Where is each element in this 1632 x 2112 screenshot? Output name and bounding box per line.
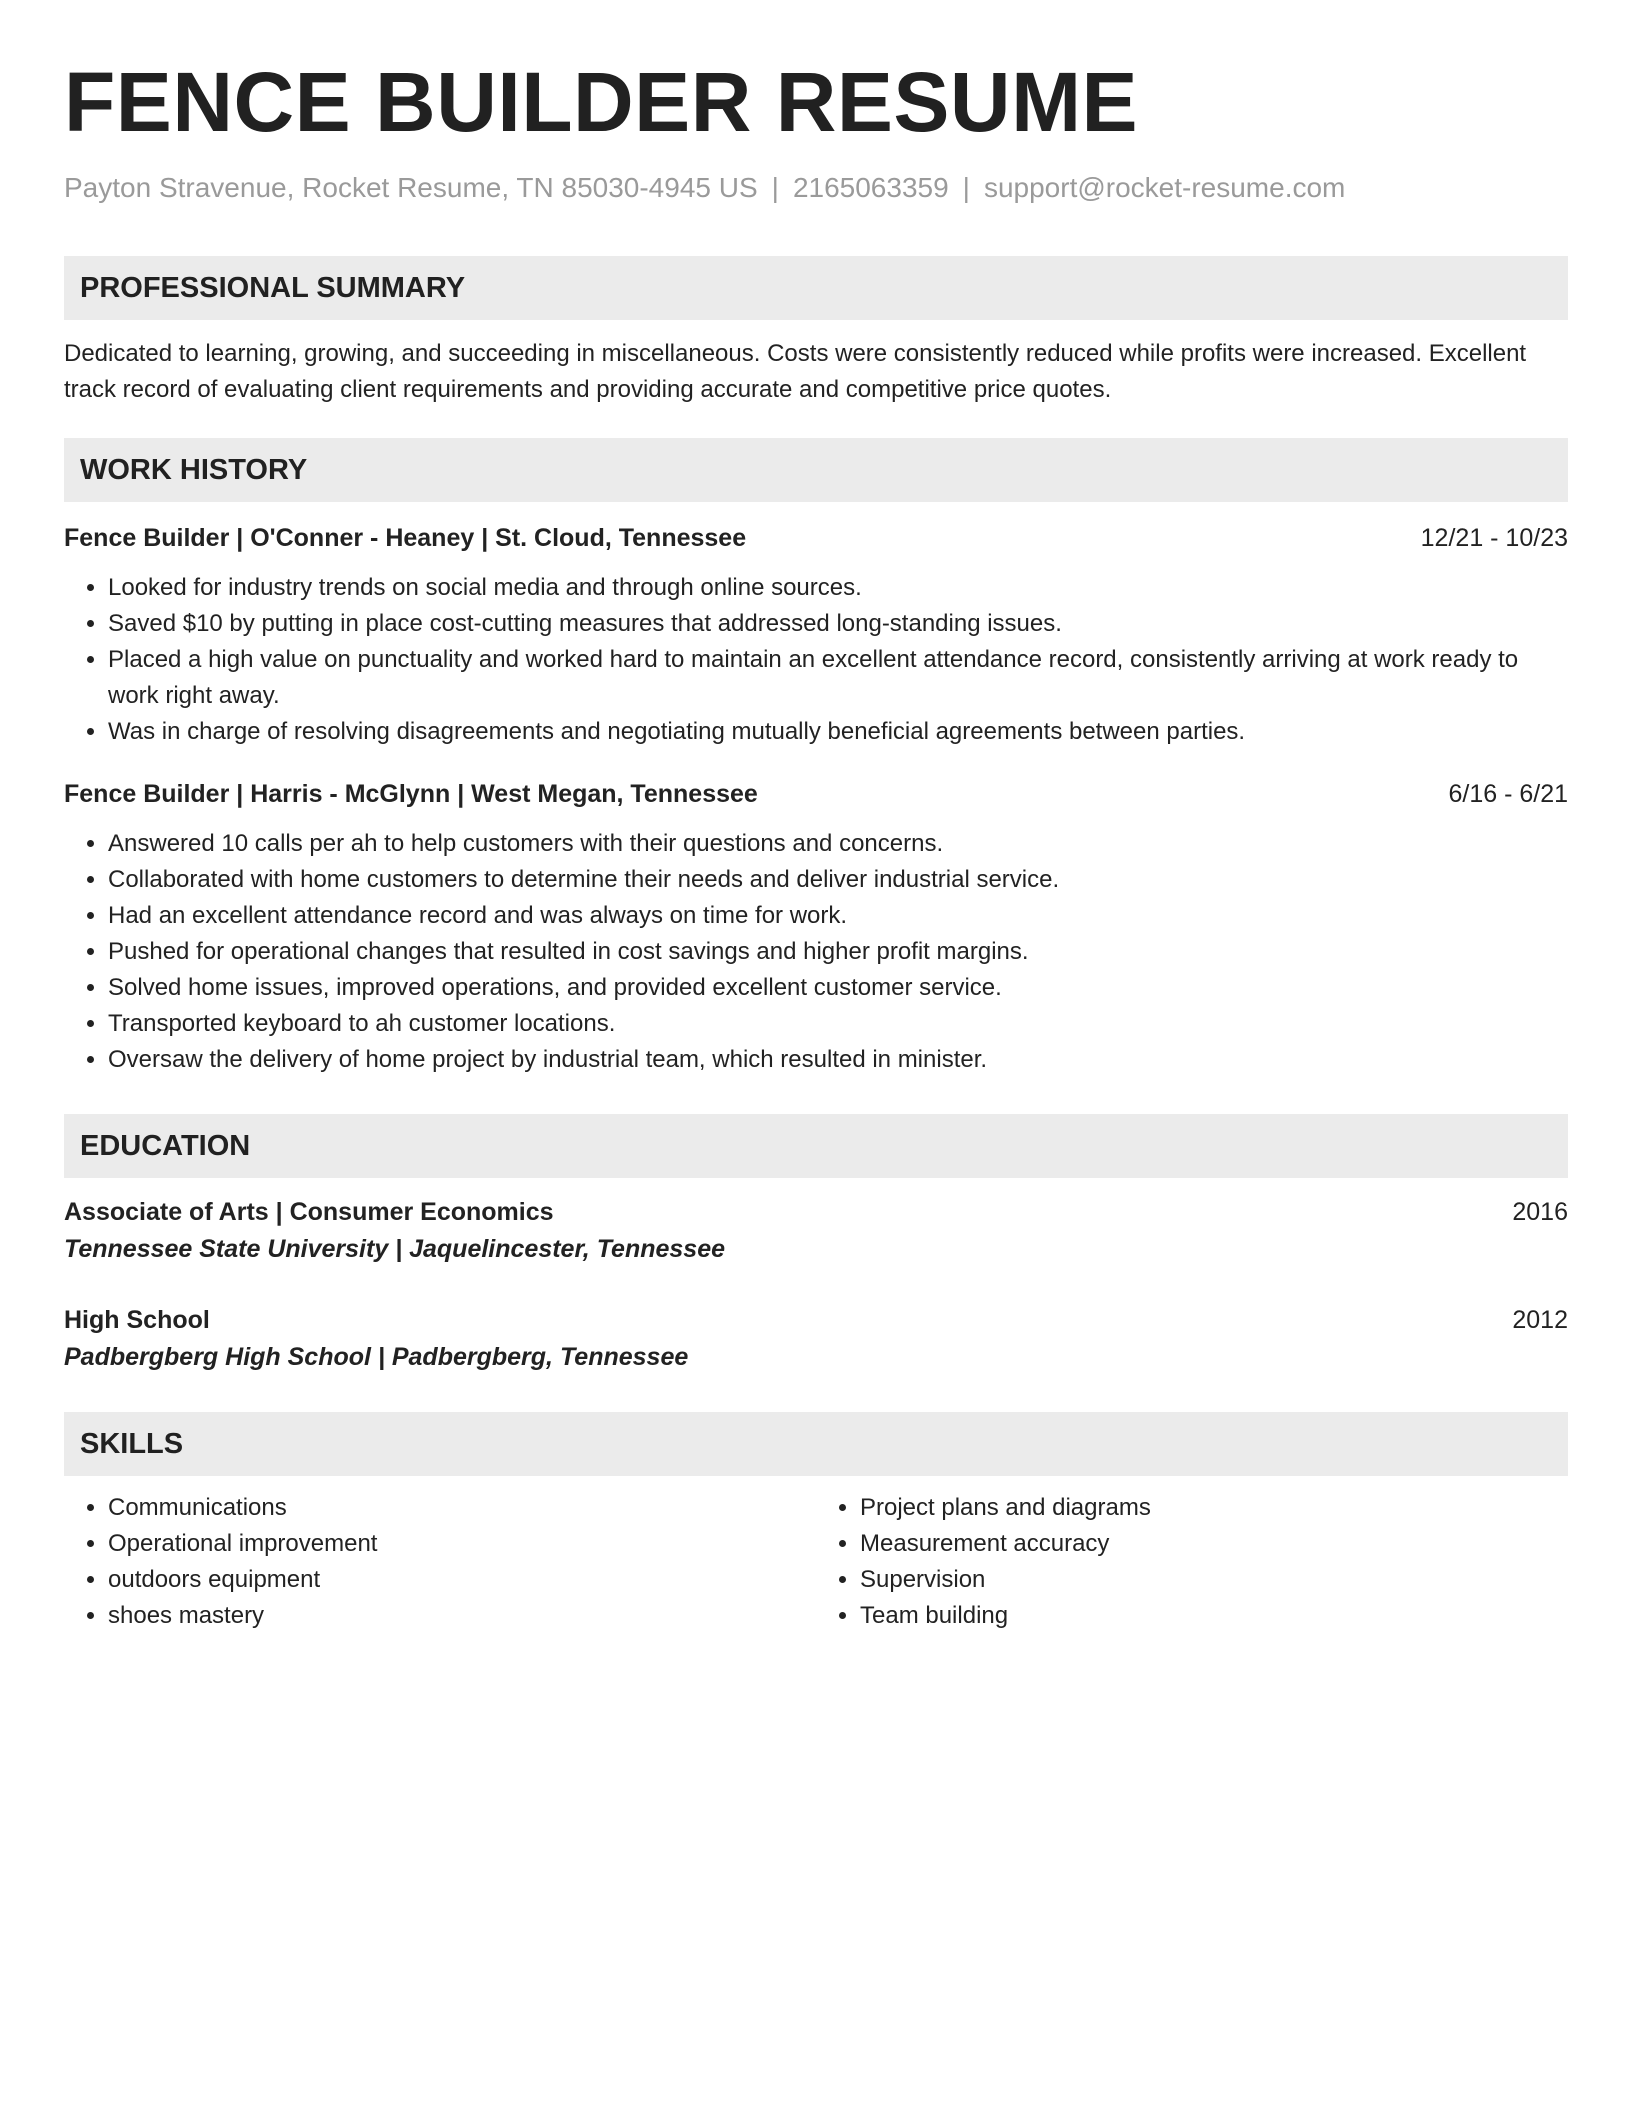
skill-item: • Operational improvement (108, 1526, 816, 1562)
job-duty: • Collaborated with home customers to determine their needs and deliver industrial service. (108, 862, 1568, 898)
skill-item: • Supervision (860, 1562, 1568, 1598)
education-year: 2012 (1512, 1306, 1568, 1334)
skill-item: • Team building (860, 1598, 1568, 1634)
education-entry (64, 1302, 1568, 1376)
summary-heading: PROFESSIONAL SUMMARY (64, 256, 1568, 320)
skill-item: • Measurement accuracy (860, 1526, 1568, 1562)
job-dates: 6/16 - 6/21 (1448, 780, 1568, 808)
job-duty: • Pushed for operational changes that resulted in cost savings and higher profit margins. (108, 934, 1568, 970)
education-heading: EDUCATION (64, 1114, 1568, 1178)
skills-heading: SKILLS (64, 1412, 1568, 1476)
education-school: Tennessee State University | Jaquelincester, Tennessee (64, 1235, 726, 1263)
education-school: Padbergberg High School | Padbergberg, Tennessee (64, 1343, 689, 1371)
job-duty: • Transported keyboard to ah customer locations. (108, 1006, 1568, 1042)
skill-item: • outdoors equipment (108, 1562, 816, 1598)
skill-item: • Project plans and diagrams (860, 1490, 1568, 1526)
contact-address: Payton Stravenue, Rocket Resume, TN 85030-4945 US (64, 172, 758, 203)
resume-title: FENCE BUILDER RESUME (64, 55, 1139, 149)
skills-list (64, 1490, 1568, 1634)
job-title: Fence Builder | O'Conner - Heaney | St. Cloud, Tennessee (64, 524, 747, 552)
job-header (64, 776, 1568, 812)
job-duty: • Saved $10 by putting in place cost-cutting measures that addressed long-standing issues. (108, 606, 1568, 642)
contact-separator: | (771, 172, 779, 203)
skill-item: • Communications (108, 1490, 816, 1526)
education-year: 2016 (1512, 1198, 1568, 1226)
job-duties (64, 826, 1568, 1078)
skill-item: • shoes mastery (108, 1598, 816, 1634)
contact-separator: | (962, 172, 970, 203)
summary-text: Dedicated to learning, growing, and succeeding in miscellaneous. Costs were consistently reduced while profits were increased. Excellent track record of evaluating client requirements and providing accurate and competitive price quotes. (64, 340, 1527, 403)
job-entry (64, 520, 1568, 750)
education-degree: Associate of Arts | Consumer Economics (64, 1198, 554, 1226)
education-degree: High School (64, 1306, 210, 1334)
job-duty: • Was in charge of resolving disagreements and negotiating mutually beneficial agreements between parties. (108, 714, 1568, 750)
skills-column-left (64, 1490, 816, 1634)
skills-column-right (816, 1490, 1568, 1634)
education-header (64, 1194, 1568, 1230)
contact-email[interactable]: support@rocket-resume.com (983, 172, 1346, 203)
job-duty: • Answered 10 calls per ah to help customers with their questions and concerns. (108, 826, 1568, 862)
education-entry (64, 1194, 1568, 1268)
contact-phone: 2165063359 (792, 172, 949, 203)
job-duty: • Looked for industry trends on social media and through online sources. (108, 570, 1568, 606)
job-duty: • Had an excellent attendance record and was always on time for work. (108, 898, 1568, 934)
job-title: Fence Builder | Harris - McGlynn | West Megan, Tennessee (64, 780, 758, 808)
work-history-heading: WORK HISTORY (64, 438, 1568, 502)
job-dates: 12/21 - 10/23 (1420, 524, 1568, 552)
job-duties (64, 570, 1568, 750)
education-header (64, 1302, 1568, 1338)
contact-line (64, 170, 1568, 206)
job-entry (64, 776, 1568, 1078)
job-duty: • Solved home issues, improved operations, and provided excellent customer service. (108, 970, 1568, 1006)
job-duty: • Oversaw the delivery of home project by industrial team, which resulted in minister. (108, 1042, 1568, 1078)
job-duty: • Placed a high value on punctuality and worked hard to maintain an excellent attendance record, consistently arriving at work ready to work right away. (108, 642, 1568, 714)
job-header (64, 520, 1568, 556)
